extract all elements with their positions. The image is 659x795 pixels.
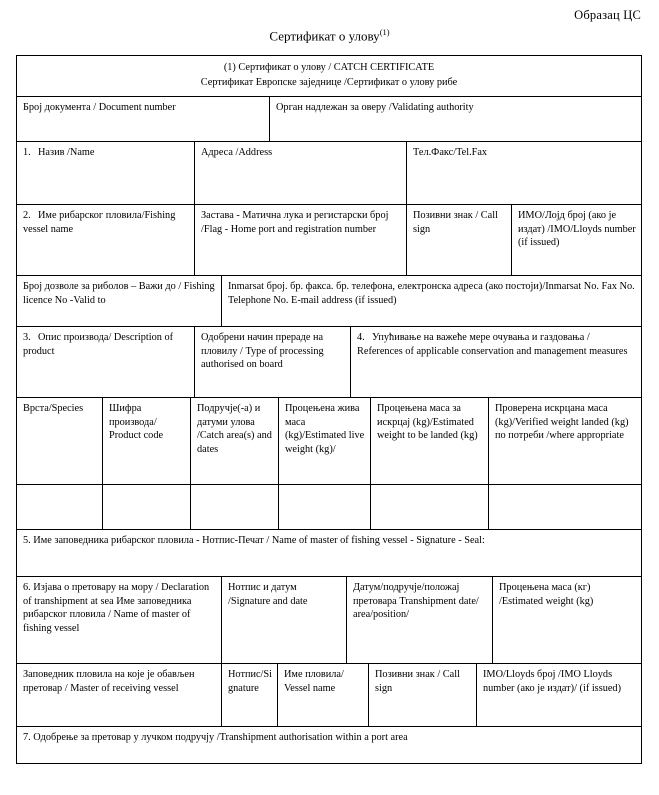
col-species: Врста/Species [17,398,103,484]
field-processing-type[interactable]: Одобрени начин прераде на пловилу / Type of processing authorised on board [195,327,351,397]
field-transhipment-signature-date[interactable]: Нотпис и датум /Signature and date [222,577,347,663]
field-telfax[interactable]: Тел.Факс/Tel.Fax [413,147,488,159]
field-transhipment-date-area-position[interactable]: Датум/подручје/положај претовара Transhipment date/ area/position/ [347,577,493,663]
field-transhipment-declaration[interactable]: 6. Изјава о претовару на мору / Declaration of transhipment at sea Име заповедника рибарског пловила / Name of master of fishing vessel [17,577,222,663]
page-title-footnote: (1) [379,27,390,37]
field-transhipment-estimated-weight[interactable]: Процењена маса (кг) /Estimated weight (kg) [499,582,594,607]
field-flag-home-port[interactable]: Застава - Матична лука и регистарски број /Flag - Home port and registration number [195,205,407,275]
row-document-number [17,97,641,142]
row-2-vessel [17,205,641,276]
field-receiving-imo[interactable]: IMO/Lloyds број /IMO Lloyds number (ако је издат)/ (if issued) [483,669,621,694]
field-receiving-vessel-name[interactable]: Име пловила/ Vessel name [278,664,369,726]
col-live-weight: Процењена жива маса (kg)/Estimated live weight (kg)/ [279,398,371,484]
cell-landed-weight-value[interactable] [371,485,489,529]
field-imo-number[interactable]: ИМО/Лојд број (ако је издат) /IMO/Lloyds number (if issued) [518,210,636,249]
cell-catch-area-value[interactable] [191,485,279,529]
cell-product-code-value[interactable] [103,485,191,529]
row-1-exporter [17,142,641,205]
field-port-transhipment-authorisation[interactable]: 7. Одобрење за претовар у лучком подручју /Transhipment authorisation within a port area [23,732,408,744]
field-4-number: 4. [357,332,365,344]
field-address[interactable]: Адреса /Address [195,142,407,204]
row-receiving-vessel [17,664,641,727]
field-receiving-master[interactable]: Заповедник пловила на које је обављен претовар / Master of receiving vessel [17,664,222,726]
cell-live-weight-value[interactable] [279,485,371,529]
field-fishing-licence[interactable]: Број дозволе за риболов – Важи до / Fishing licence No -Valid to [17,276,222,326]
row-3-product [17,327,641,398]
page-title [0,27,659,44]
row-species-entry [17,485,641,530]
row-licence [17,276,641,327]
field-name[interactable] [17,142,195,204]
field-product-description[interactable] [17,327,195,397]
form-header-line-2: Сертификат Европске заједнице /Сертификат о улову рибе [200,76,458,88]
row-6-transhipment-declaration [17,577,641,664]
page-title-text: Сертификат о улову [269,28,380,44]
cell-species-value[interactable] [17,485,103,529]
field-product-description-label: Опис производа/ Description of product [23,332,174,357]
field-validating-authority[interactable]: Орган надлежан за оверу /Validating authority [276,102,474,114]
field-receiving-signature[interactable]: Нотпис/Si gnature [222,664,278,726]
field-2-number: 2. [23,210,31,222]
row-7-port-authorisation [17,727,641,763]
cell-verified-weight-value[interactable] [489,485,641,529]
form-code-label: Образац ЦС [574,8,641,22]
field-1-number: 1. [23,147,31,159]
form-header-line-1: (1) Сертификат о улову / CATCH CERTIFICATE [223,62,435,73]
field-master-signature-seal[interactable]: 5. Име заповедника рибарског пловила - Нотпис-Печат / Name of master of fishing vessel - Signature - Seal: [23,535,485,547]
field-document-number[interactable]: Број документа / Document number [17,97,270,141]
row-5-master [17,530,641,577]
field-call-sign[interactable]: Позивни знак / Call sign [407,205,512,275]
col-product-code: Шифра производа/ Product code [103,398,191,484]
field-references-label: Упућивање на важеће мере очувања и газдовања / References of applicable conservation and management measures [357,332,628,357]
field-references[interactable] [351,327,641,397]
form-header [17,56,641,97]
row-species-header [17,398,641,485]
field-vessel-name[interactable] [17,205,195,275]
field-name-label: Назив /Name [38,147,95,159]
col-landed-weight: Процењена маса за искрцај (kg)/Estimated weight to be landed (kg) [371,398,489,484]
field-3-number: 3. [23,332,31,344]
field-inmarsat[interactable]: Inmarsat број. бр. факса. бр. телефона, електронска адреса (ако постоји)/Inmarsat No. Fax No. Telephone No. E-mail address (if issued) [228,281,635,306]
field-vessel-name-label: Име рибарског пловила/Fishing vessel name [23,210,176,235]
col-verified-weight: Проверена искрцана маса (kg)/Verified weight landed (kg) по потреби /where appropriate [495,403,629,442]
col-catch-area: Подручје(-а) и датуми улова /Catch area(s) and dates [191,398,279,484]
catch-certificate-form [16,55,642,764]
field-receiving-call-sign[interactable]: Позивни знак / Call sign [369,664,477,726]
